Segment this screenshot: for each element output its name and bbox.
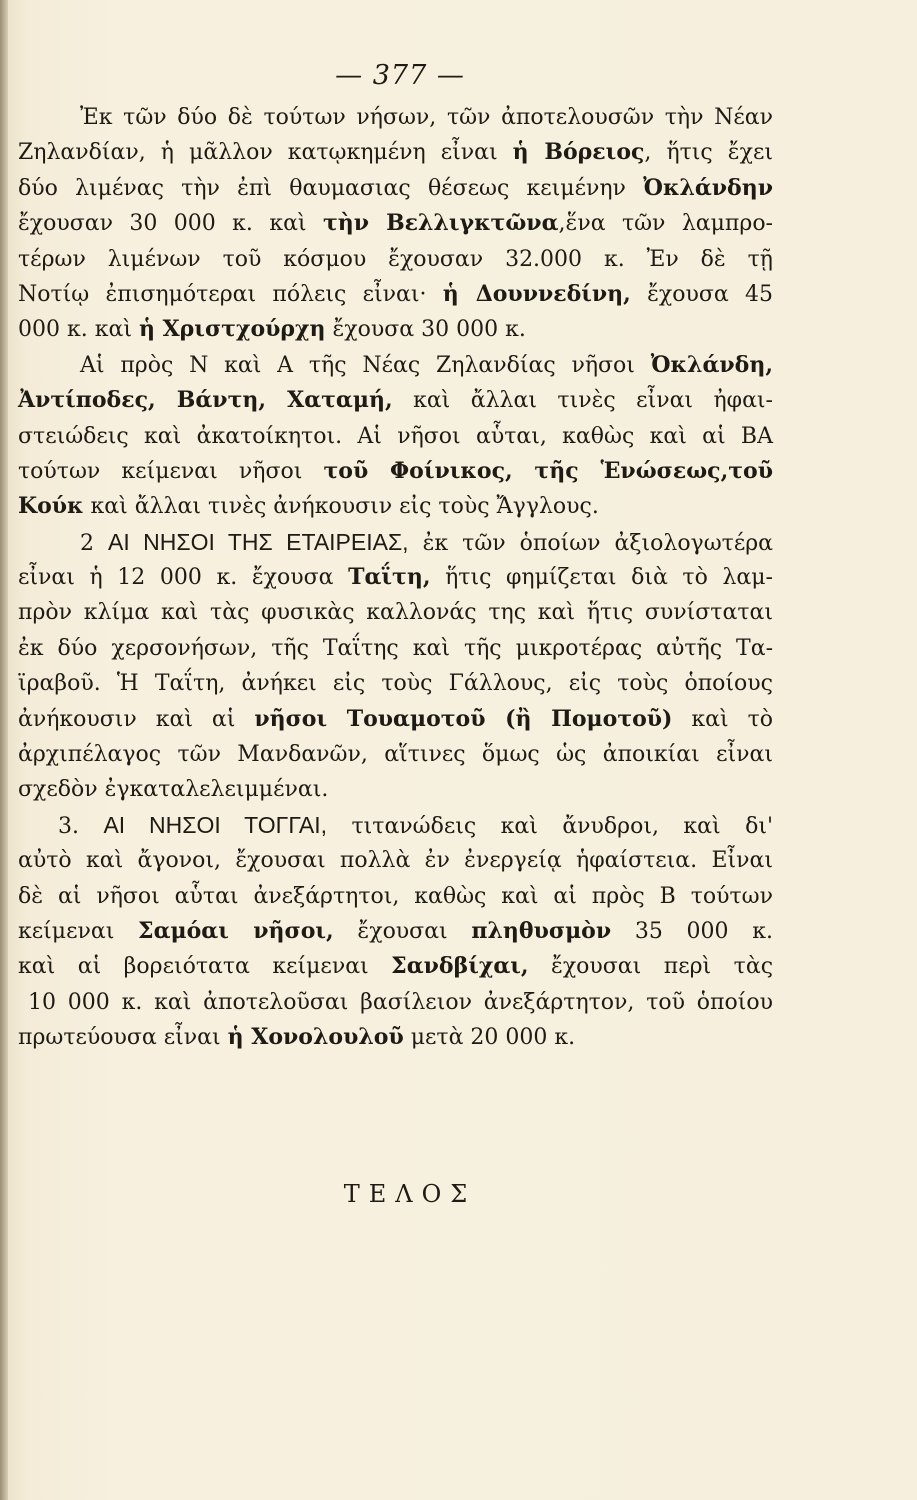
text-line: 2 ΑΙ ΝΗΣΟΙ ΤΗΣ ΕΤΑΙΡΕΙΑΣ, ἐκ τῶν ὁποίων ἀξιολογωτέρα	[80, 528, 774, 556]
text-line: αὐτὸ καὶ ἄγονοι, ἔχουσαι πολλὰ ἐν ἐνεργείᾳ ἡφαίστεια. Εἶναι	[18, 848, 773, 874]
text-line: καὶ αἱ βορειότατα κείμεναι Σανδβίχαι, ἔχουσαι περὶ τὰς	[18, 953, 774, 980]
text-line: εἶναι ἡ 12 000 κ. ἔχουσα Ταΐτη, ἥτις φημίζεται διὰ τὸ λαμ-	[18, 564, 773, 591]
bold-term: ἡ Χονολουλοῦ	[227, 1024, 404, 1051]
page-binding-edge	[0, 0, 8, 1500]
bold-term: νῆσοι Τουαμοτοῦ (ἢ Πομοτοῦ)	[254, 705, 673, 732]
text-line: 000 κ. καὶ ἡ Χριστχούρχη ἔχουσα 30 000 κ.	[18, 316, 526, 343]
text-line: ἐκ δύο χερσονήσων, τῆς Ταΐτης καὶ τῆς μικροτέρας αὐτῆς Τα-	[18, 635, 773, 661]
text-line: ἔχουσαν 30 000 κ. καὶ τὴν Βελλιγκτῶνα,ἕνα τῶν λαμπρο-	[18, 210, 773, 237]
bold-term: Ὀκλάνδη,	[650, 351, 773, 378]
text-line: 3. ΑΙ ΝΗΣΟΙ ΤΟΓΓΑΙ, τιτανώδεις καὶ ἄνυδροι, καὶ δι'	[58, 811, 774, 839]
text-line: κείμεναι Σαμόαι νῆσοι, ἔχουσαι πληθυσμὸν 35 000 κ.	[18, 917, 773, 944]
text-line: Νοτίῳ ἐπισημότεραι πόλεις εἶναι· ἡ Δουννεδίνη, ἔχουσα 45	[18, 280, 773, 307]
text-line: Ἀντίποδες, Βάντη, Χαταμή, καὶ ἄλλαι τινὲς εἶναι ἠφαι-	[18, 387, 773, 414]
bold-term: τὴν Βελλιγκτῶνα	[322, 210, 559, 237]
bold-term: ἡ Δουννεδίνη,	[442, 280, 631, 307]
text-line: τέρων λιμένων τοῦ κόσμου ἔχουσαν 32.000 κ. Ἐν δὲ τῇ	[18, 246, 773, 272]
text-line: ἀρχιπέλαγος τῶν Μανδανῶν, αἵτινες ὅμως ὡς ἀποικίαι εἶναι	[18, 742, 773, 768]
text-line: ἀνήκουσιν καὶ αἱ νῆσοι Τουαμοτοῦ (ἢ Πομοτοῦ) καὶ τὸ	[18, 705, 773, 732]
section-heading: ΑΙ ΝΗΣΟΙ ΤΗΣ ΕΤΑΙΡΕΙΑΣ,	[108, 528, 409, 555]
bold-term: Σανδβίχαι,	[391, 953, 529, 980]
text-line: στειώδεις καὶ ἀκατοίκητοι. Αἱ νῆσοι αὗται, καθὼς καὶ αἱ ΒΑ	[18, 423, 773, 449]
text-line: 10 000 κ. καὶ ἀποτελοῦσαι βασίλειον ἀνεξάρτητον, τοῦ ὁποίου	[28, 989, 773, 1015]
text-line: ϊραβοῦ. Ἡ Ταΐτη, ἀνήκει εἰς τοὺς Γάλλους, εἰς τοὺς ὁποίους	[18, 671, 773, 697]
bold-term: Κούκ	[18, 493, 84, 520]
page-number: — 377 —	[335, 60, 465, 91]
bold-term: Ταΐτη,	[348, 564, 431, 591]
text-line: πρωτεύουσα εἶναι ἡ Χονολουλοῦ μετὰ 20 000 κ.	[18, 1024, 576, 1051]
text-line: δύο λιμένας τὴν ἐπὶ θαυμασιας θέσεως κειμένην Ὀκλάνδην	[18, 174, 773, 201]
end-mark: ΤΕΛΟΣ	[343, 1180, 477, 1208]
text-line: Κούκ καὶ ἄλλαι τινὲς ἀνήκουσιν εἰς τοὺς Ἄγγλους.	[18, 493, 599, 520]
text-line: σχεδὸν ἐγκαταλελειμμέναι.	[18, 777, 329, 803]
body-text	[18, 100, 773, 1056]
bold-term: πληθυσμὸν	[471, 917, 612, 944]
bold-term: Ὀκλάνδην	[643, 174, 773, 201]
bold-term: Ἀντίποδες, Βάντη, Χαταμή,	[18, 387, 393, 414]
text-line: δὲ αἱ νῆσοι αὗται ἀνεξάρτητοι, καθὼς καὶ αἱ πρὸς Β τούτων	[18, 883, 773, 909]
text-line: Αἱ πρὸς Ν καὶ Α τῆς Νέας Ζηλανδίας νῆσοι Ὀκλάνδη,	[80, 351, 773, 378]
text-line: Ζηλανδίαν, ἡ μᾶλλον κατῳκημένη εἶναι ἡ Βόρειος, ἥτις ἔχει	[18, 139, 773, 166]
bold-term: Σαμόαι νῆσοι,	[138, 917, 334, 944]
bold-term: ἡ Βόρειος	[512, 139, 645, 166]
section-heading: ΑΙ ΝΗΣΟΙ ΤΟΓΓΑΙ,	[103, 811, 328, 838]
text-line: Ἐκ τῶν δύο δὲ τούτων νήσων, τῶν ἀποτελουσῶν τὴν Νέαν	[80, 105, 773, 130]
text-line: πρὸν κλίμα καὶ τὰς φυσικὰς καλλονάς της καὶ ἥτις συνίσταται	[18, 600, 773, 626]
bold-term: τοῦ Φοίνικος, τῆς Ἑνώσεως,τοῦ	[323, 457, 773, 484]
text-line: τούτων κείμεναι νῆσοι τοῦ Φοίνικος, τῆς Ἑνώσεως,τοῦ	[18, 457, 773, 484]
bold-term: ἡ Χριστχούρχη	[138, 316, 326, 343]
